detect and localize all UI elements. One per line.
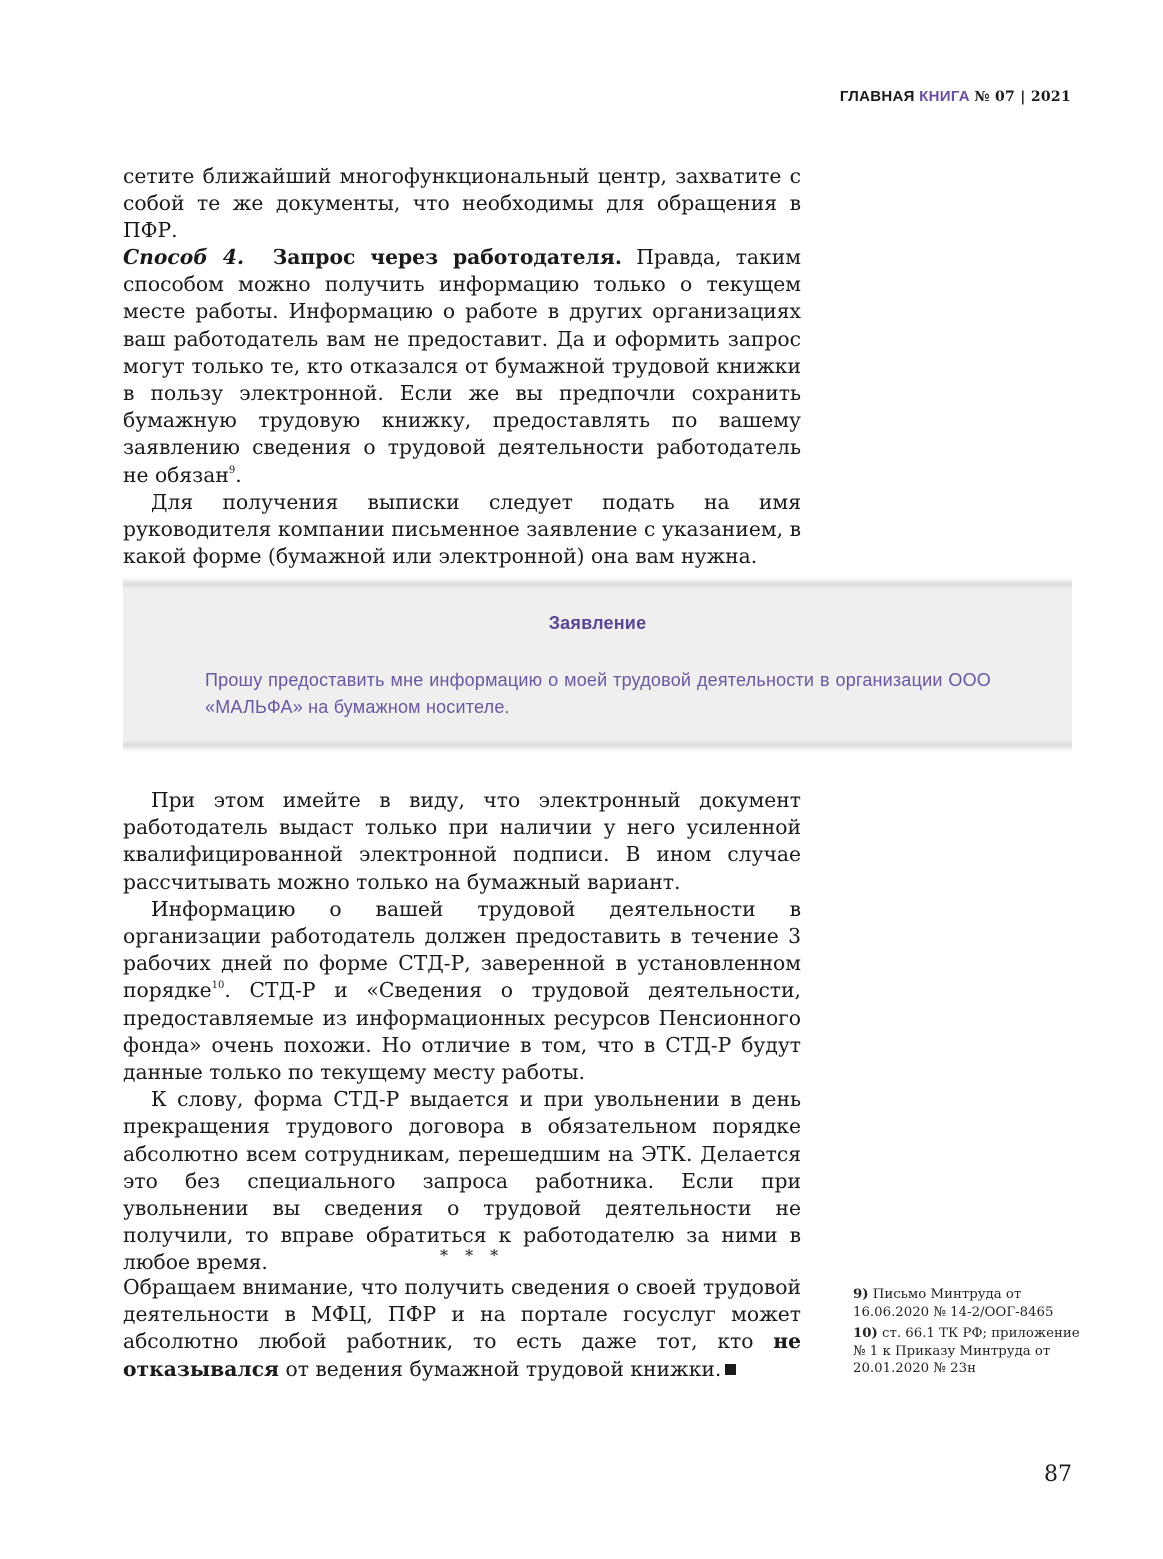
closing-bold: не отказывался — [123, 1329, 801, 1381]
brand-name-part2: КНИГА — [919, 88, 970, 105]
body-paragraph-2-start: Информацию о вашей трудовой деятельности в организации работодатель должен предоставить в течение 3 рабочих дней по форме СТД-Р, заверенной в установленном порядке — [123, 896, 801, 1003]
page-number: 87 — [1044, 1462, 1072, 1487]
body-section — [123, 787, 801, 1277]
section-separator: * * * — [440, 1246, 505, 1265]
closing-end: от ведения бумажной трудовой книжки. — [285, 1356, 722, 1381]
footnote-ref-10: 10 — [211, 980, 225, 992]
footnote-10 — [853, 1325, 1083, 1378]
statement-text: Прошу предоставить мне информацию о моей трудовой деятельности в организации ООО «МАЛЬФА» на бумажном носителе. — [205, 670, 991, 717]
footnote-9-number: 9) — [853, 1287, 869, 1302]
footnote-9-text: Письмо Минтруда от 16.06.2020 № 14-2/ООГ-8465 — [853, 1287, 1054, 1320]
brand-name-part1: ГЛАВНАЯ — [839, 88, 915, 105]
footnote-9 — [853, 1286, 1083, 1321]
closing-paragraph — [123, 1274, 801, 1383]
method4-text: Правда, таким способом можно получить информацию только о текущем месте работы. Информацию о работе в других организациях ваш работодатель вам не предоставит. Да и оформить запрос могут только те, кто отказался от бумажной трудовой книжки в пользу электронной. Если же вы предпочли сохранить бумажную трудовую книжку, предоставлять по вашему заявлению сведения о трудовой деятельности работодатель не обязан — [123, 245, 801, 487]
statement-title: Заявление — [548, 613, 647, 633]
issue-number: № 07 | 2021 — [974, 89, 1071, 105]
intro-paragraph: сетите ближайший многофункциональный центр, захватите с собой те же документы, что необходимы для обращения в ПФР. — [123, 164, 801, 243]
page-header — [840, 88, 1071, 105]
body-paragraph-3: К слову, форма СТД-Р выдается и при увольнении в день прекращения трудового договора в обязательном порядке абсолютно всем сотрудникам, перешедшим на ЭТК. Делается это без специального запроса работника. Если при увольнении вы сведения о трудовой деятельности не получили, то вправе обратиться к работодателю за ними в любое время. — [123, 1087, 801, 1275]
method4-label: Способ 4. — [123, 245, 245, 269]
footnotes — [853, 1286, 1083, 1378]
statement-box — [123, 577, 1072, 752]
footnote-10-number: 10) — [853, 1326, 878, 1341]
end-mark-icon — [725, 1364, 736, 1375]
footnote-10-text: ст. 66.1 ТК РФ; приложение № 1 к Приказу Минтруда от 20.01.2020 № 23н — [853, 1326, 1080, 1376]
statement-box-top-edge — [123, 577, 1072, 589]
method4-text-end: . — [235, 462, 242, 487]
statement-box-bottom-edge — [123, 740, 1072, 752]
method4-paragraph-2: Для получения выписки следует подать на имя руководителя компании письменное заявление с указанием, в какой форме (бумажной или электронной) она вам нужна. — [123, 489, 801, 569]
method4-paragraph — [123, 244, 801, 489]
body-paragraph-2-end: . СТД-Р и «Сведения о трудовой деятельности, предоставляемые из информационных ресурсов Пенсионного фонда» очень похожи. Но отличие в том, что в СТД-Р будут данные только по текущему месту работы. — [123, 978, 801, 1085]
method4-section — [123, 244, 801, 570]
closing-section — [123, 1274, 801, 1383]
closing-start: Обращаем внимание, что получить сведения о своей трудовой деятельности в МФЦ, ПФР и на портале госуслуг может абсолютно любой работник, то есть даже тот, кто — [123, 1275, 801, 1354]
body-paragraph-1: При этом имейте в виду, что электронный документ работодатель выдаст только при наличии у него усиленной квалифицированной электронной подписи. В ином случае рассчитывать можно только на бумажный вариант. — [123, 788, 801, 894]
method4-heading: Запрос через работодателя. — [272, 245, 622, 269]
body-paragraph-2 — [123, 896, 801, 1086]
footnote-ref-9: 9 — [228, 464, 236, 476]
intro-paragraph-block — [123, 163, 801, 245]
